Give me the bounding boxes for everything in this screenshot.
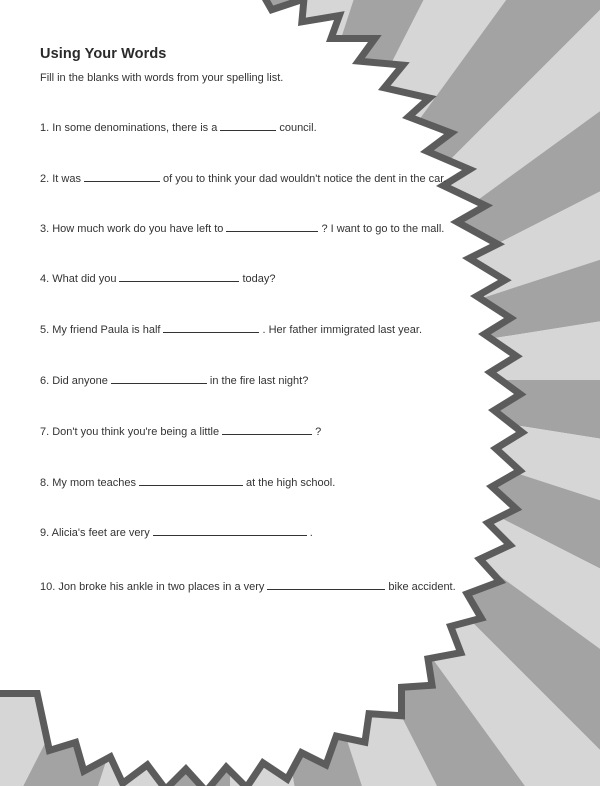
- question-5-text-after: . Her father immigrated last year.: [262, 324, 423, 336]
- question-4-blank[interactable]: [119, 271, 239, 282]
- question-8-text-before: 8. My mom teaches: [40, 477, 136, 489]
- question-8: [40, 475, 335, 489]
- question-3-text-before: 3. How much work do you have left to: [40, 223, 224, 235]
- question-5-text-before: 5. My friend Paula is half: [40, 324, 161, 336]
- question-5-blank[interactable]: [163, 322, 259, 333]
- question-4-text-after: today?: [242, 273, 276, 285]
- question-1-text-after: council.: [279, 122, 317, 134]
- question-10: [40, 579, 456, 593]
- question-1-blank[interactable]: [220, 120, 276, 131]
- question-7: [40, 424, 321, 438]
- question-7-text-after: ?: [315, 426, 322, 438]
- question-10-text-before: 10. Jon broke his ankle in two places in a very: [40, 581, 265, 593]
- worksheet-title: Using Your Words: [40, 46, 167, 62]
- question-1-text-before: 1. In some denominations, there is a: [40, 122, 218, 134]
- question-4-text-before: 4. What did you: [40, 273, 117, 285]
- question-4: [40, 271, 275, 285]
- question-6-blank[interactable]: [111, 373, 207, 384]
- question-6: [40, 373, 308, 387]
- question-10-text-after: bike accident.: [388, 581, 456, 593]
- question-6-text-before: 6. Did anyone: [40, 375, 108, 387]
- worksheet-instructions: Fill in the blanks with words from your spelling list.: [40, 72, 284, 84]
- question-7-text-before: 7. Don't you think you're being a little: [40, 426, 220, 438]
- question-2-text-after: of you to think your dad wouldn't notice the dent in the car.: [162, 173, 447, 185]
- question-2-text-before: 2. It was: [40, 173, 81, 185]
- question-2: [40, 171, 446, 185]
- question-8-blank[interactable]: [139, 475, 243, 486]
- question-3-blank[interactable]: [226, 221, 318, 232]
- question-3-text-after: ? I want to go to the mall.: [321, 223, 445, 235]
- question-9-text-after: .: [309, 527, 313, 539]
- question-9-blank[interactable]: [153, 525, 307, 536]
- question-6-text-after: in the fire last night?: [209, 375, 309, 387]
- question-1: [40, 120, 317, 134]
- question-2-blank[interactable]: [84, 171, 160, 182]
- question-3: [40, 221, 444, 235]
- question-7-blank[interactable]: [222, 424, 312, 435]
- question-10-blank[interactable]: [267, 579, 385, 590]
- question-5: [40, 322, 422, 336]
- question-9: [40, 525, 313, 539]
- question-9-text-before: 9. Alicia's feet are very: [40, 527, 150, 539]
- question-8-text-after: at the high school.: [245, 477, 336, 489]
